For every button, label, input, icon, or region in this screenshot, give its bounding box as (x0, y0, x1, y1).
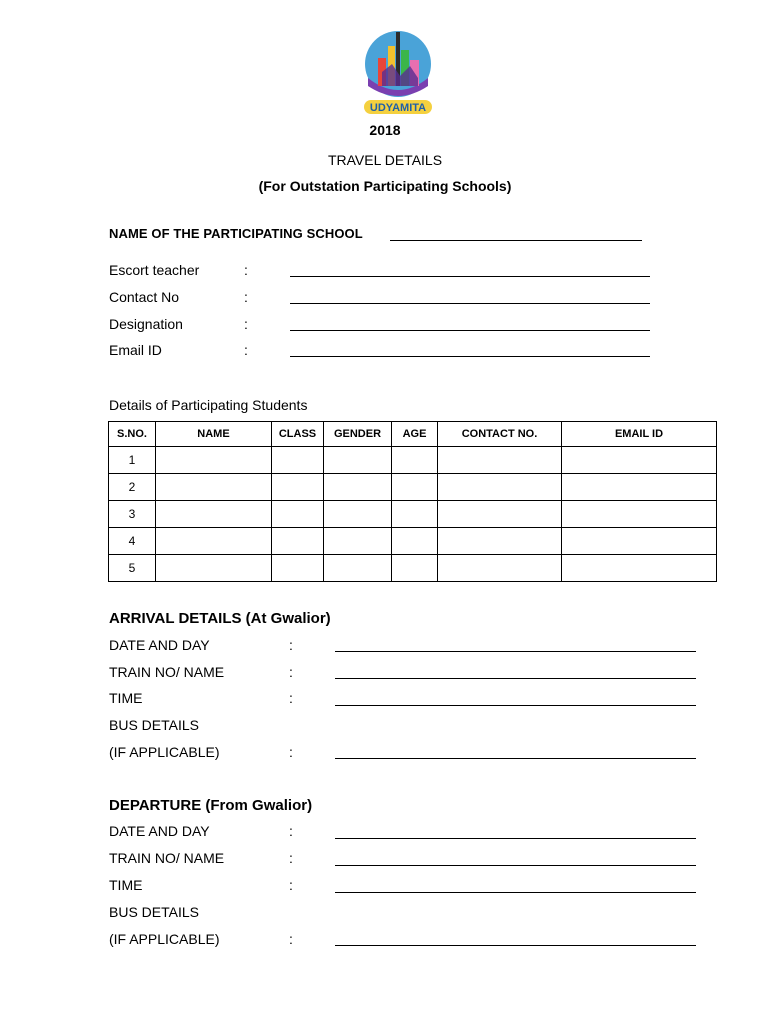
arrival-bus-colon: : (289, 744, 293, 760)
contact-cell[interactable] (438, 447, 562, 474)
name-cell[interactable] (156, 474, 272, 501)
row-number: 3 (109, 501, 156, 528)
class-cell[interactable] (272, 501, 324, 528)
departure-train-label: TRAIN NO/ NAME (109, 850, 225, 866)
arrival-bus-label: BUS DETAILS (109, 717, 199, 733)
age-cell[interactable] (392, 474, 438, 501)
class-cell[interactable] (272, 474, 324, 501)
arrival-time-colon: : (289, 690, 293, 706)
name-cell[interactable] (156, 501, 272, 528)
arrival-train-field[interactable] (335, 678, 696, 679)
contact-no-field[interactable] (290, 303, 650, 304)
year: 2018 (369, 122, 401, 138)
designation-label: Designation (109, 316, 183, 332)
designation-field[interactable] (290, 330, 650, 331)
column-header-gender: GENDER (324, 422, 392, 447)
contact-cell[interactable] (438, 528, 562, 555)
contact-no-colon: : (244, 289, 248, 305)
departure-train-field[interactable] (335, 865, 696, 866)
table-row (109, 447, 717, 474)
gender-cell[interactable] (324, 501, 392, 528)
departure-bus-field[interactable] (335, 945, 696, 946)
students-table (108, 421, 717, 582)
arrival-time-field[interactable] (335, 705, 696, 706)
school-name-label: NAME OF THE PARTICIPATING SCHOOL (109, 226, 363, 241)
email-id-colon: : (244, 342, 248, 358)
departure-time-field[interactable] (335, 892, 696, 893)
departure-heading: DEPARTURE (From Gwalior) (109, 797, 313, 814)
class-cell[interactable] (272, 528, 324, 555)
email-id-label: Email ID (109, 342, 162, 358)
email-cell[interactable] (562, 555, 717, 582)
udyamita-logo (352, 20, 444, 116)
arrival-date-colon: : (289, 637, 293, 653)
gender-cell[interactable] (324, 555, 392, 582)
column-header-class: CLASS (272, 422, 324, 447)
students-heading: Details of Participating Students (109, 397, 308, 413)
departure-bus-applicable-label: (IF APPLICABLE) (109, 931, 220, 947)
email-cell[interactable] (562, 501, 717, 528)
arrival-bus-field[interactable] (335, 758, 696, 759)
departure-train-colon: : (289, 850, 293, 866)
departure-date-colon: : (289, 823, 293, 839)
school-name-field[interactable] (390, 240, 642, 241)
gender-cell[interactable] (324, 474, 392, 501)
departure-date-label: DATE AND DAY (109, 823, 210, 839)
escort-teacher-colon: : (244, 262, 248, 278)
row-number: 5 (109, 555, 156, 582)
page-title: TRAVEL DETAILS (327, 152, 443, 168)
table-row (109, 555, 717, 582)
arrival-date-field[interactable] (335, 651, 696, 652)
name-cell[interactable] (156, 447, 272, 474)
departure-time-label: TIME (109, 877, 143, 893)
arrival-time-label: TIME (109, 690, 143, 706)
contact-cell[interactable] (438, 555, 562, 582)
class-cell[interactable] (272, 555, 324, 582)
arrival-train-colon: : (289, 664, 293, 680)
students-header-row (109, 422, 717, 447)
escort-teacher-field[interactable] (290, 276, 650, 277)
departure-bus-colon: : (289, 931, 293, 947)
table-row (109, 501, 717, 528)
column-header-name: NAME (156, 422, 272, 447)
escort-teacher-label: Escort teacher (109, 262, 200, 278)
designation-colon: : (244, 316, 248, 332)
row-number: 1 (109, 447, 156, 474)
logo-text: UDYAMITA (369, 102, 427, 114)
name-cell[interactable] (156, 528, 272, 555)
contact-cell[interactable] (438, 501, 562, 528)
age-cell[interactable] (392, 528, 438, 555)
age-cell[interactable] (392, 555, 438, 582)
row-number: 4 (109, 528, 156, 555)
arrival-bus-applicable-label: (IF APPLICABLE) (109, 744, 220, 760)
table-row (109, 474, 717, 501)
column-header-age: AGE (392, 422, 438, 447)
email-cell[interactable] (562, 447, 717, 474)
page-subtitle: (For Outstation Participating Schools) (258, 178, 512, 194)
departure-bus-label: BUS DETAILS (109, 904, 199, 920)
gender-cell[interactable] (324, 447, 392, 474)
row-number: 2 (109, 474, 156, 501)
departure-date-field[interactable] (335, 838, 696, 839)
column-header-sno: S.NO. (109, 422, 156, 447)
email-id-field[interactable] (290, 356, 650, 357)
arrival-date-label: DATE AND DAY (109, 637, 210, 653)
column-header-contact: CONTACT NO. (438, 422, 562, 447)
table-row (109, 528, 717, 555)
gender-cell[interactable] (324, 528, 392, 555)
email-cell[interactable] (562, 474, 717, 501)
class-cell[interactable] (272, 447, 324, 474)
contact-cell[interactable] (438, 474, 562, 501)
contact-no-label: Contact No (109, 289, 180, 305)
column-header-email: EMAIL ID (562, 422, 717, 447)
email-cell[interactable] (562, 528, 717, 555)
age-cell[interactable] (392, 501, 438, 528)
arrival-heading: ARRIVAL DETAILS (At Gwalior) (109, 610, 331, 627)
arrival-train-label: TRAIN NO/ NAME (109, 664, 225, 680)
name-cell[interactable] (156, 555, 272, 582)
age-cell[interactable] (392, 447, 438, 474)
departure-time-colon: : (289, 877, 293, 893)
